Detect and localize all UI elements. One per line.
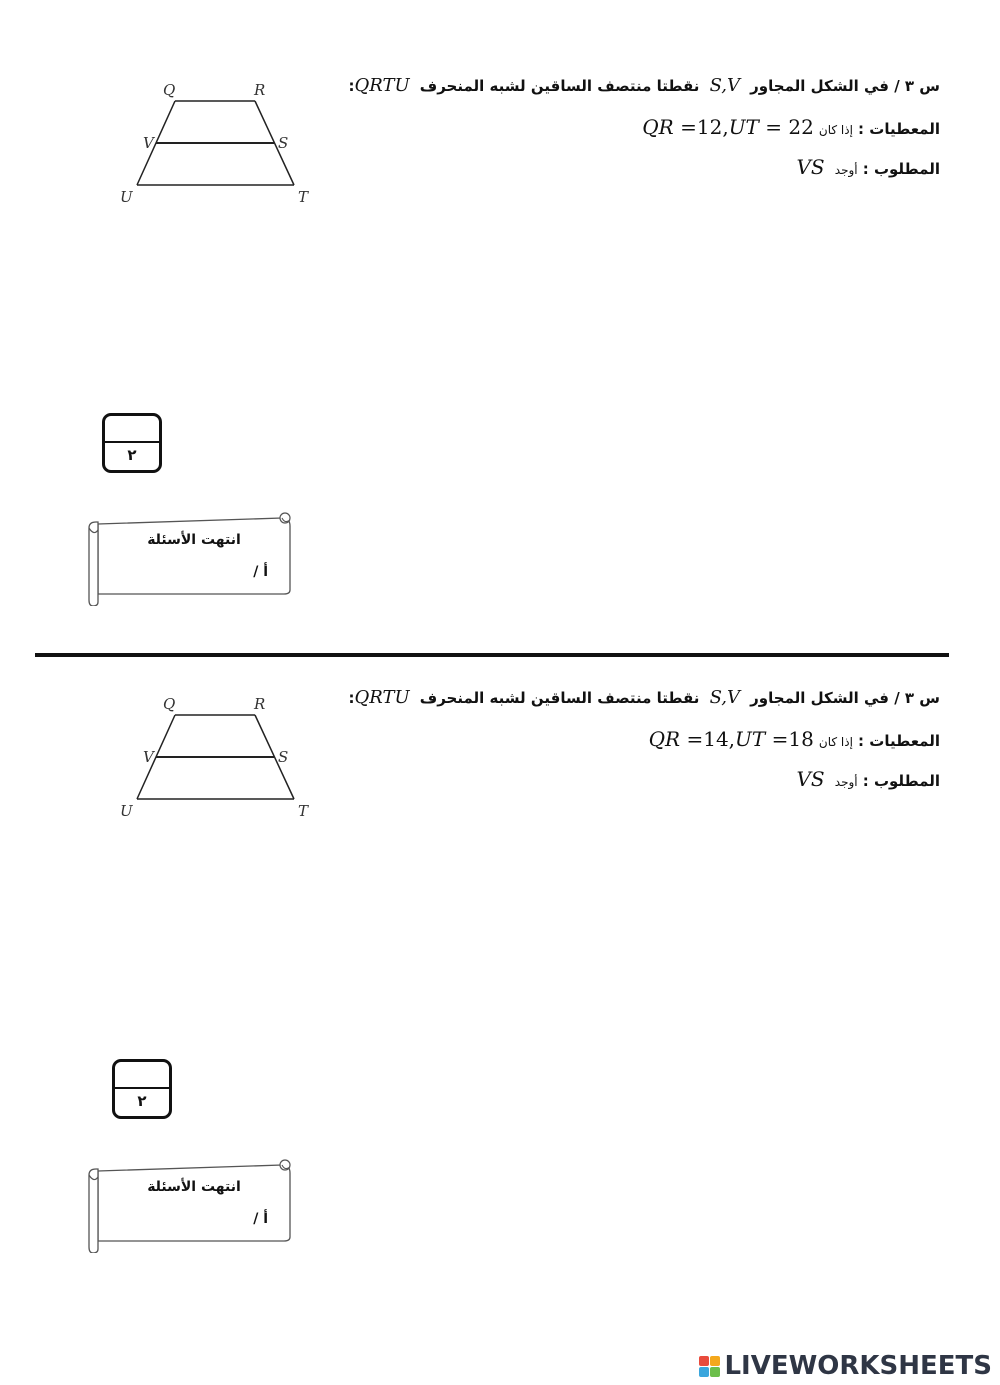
vertex-label-u: U: [120, 802, 133, 820]
liveworksheets-logo-icon: [699, 1356, 720, 1377]
score-divider: [115, 1087, 169, 1089]
scroll-title: انتهت الأسئلة: [147, 1179, 241, 1195]
question-header: س ٣ / في الشكل المجاور S,V نقطتا منتصف الساقين لشبه المنحرف QRTU:: [348, 75, 940, 96]
required-line: المطلوب : أوجد VS: [796, 767, 940, 791]
given-expression: QR =14,UT =18: [648, 727, 814, 751]
end-of-questions-scroll: [84, 510, 296, 606]
vertex-label-r: R: [254, 695, 266, 713]
vertex-label-v: V: [143, 134, 154, 152]
given-line: المعطيات : إذا كان QR =12,UT = 22: [642, 115, 940, 139]
trapezoid-figure: [110, 76, 330, 206]
score-box: [112, 1059, 172, 1119]
vertex-label-q: Q: [163, 695, 176, 713]
teacher-signature-label: أ /: [253, 564, 268, 580]
scroll-banner-icon: [84, 510, 296, 606]
vertex-label-r: R: [254, 81, 266, 99]
trapezoid-figure: [110, 690, 330, 820]
score-divider: [105, 441, 159, 443]
vertex-label-q: Q: [163, 81, 176, 99]
score-box: [102, 413, 162, 473]
teacher-signature-label: أ /: [253, 1211, 268, 1227]
vertex-label-t: T: [298, 802, 309, 820]
question-section-1: [0, 0, 1000, 640]
given-line: المعطيات : إذا كان QR =14,UT =18: [648, 727, 940, 751]
liveworksheets-brand[interactable]: [699, 1351, 992, 1381]
vertex-label-s: S: [278, 134, 289, 152]
scroll-banner-icon: [84, 1157, 296, 1253]
vertex-label-t: T: [298, 188, 309, 206]
given-expression: QR =12,UT = 22: [642, 115, 814, 139]
required-line: المطلوب : أوجد VS: [796, 155, 940, 179]
vertex-label-s: S: [278, 748, 289, 766]
brand-name: LIVEWORKSHEETS: [724, 1351, 992, 1381]
question-section-2: [0, 612, 1000, 1252]
scroll-title: انتهت الأسئلة: [147, 532, 241, 548]
score-value: ٢: [137, 1092, 147, 1110]
question-header: س ٣ / في الشكل المجاور S,V نقطتا منتصف الساقين لشبه المنحرف QRTU:: [348, 687, 940, 708]
score-value: ٢: [127, 446, 137, 464]
vertex-label-u: U: [120, 188, 133, 206]
vertex-label-v: V: [143, 748, 154, 766]
end-of-questions-scroll: [84, 1157, 296, 1253]
